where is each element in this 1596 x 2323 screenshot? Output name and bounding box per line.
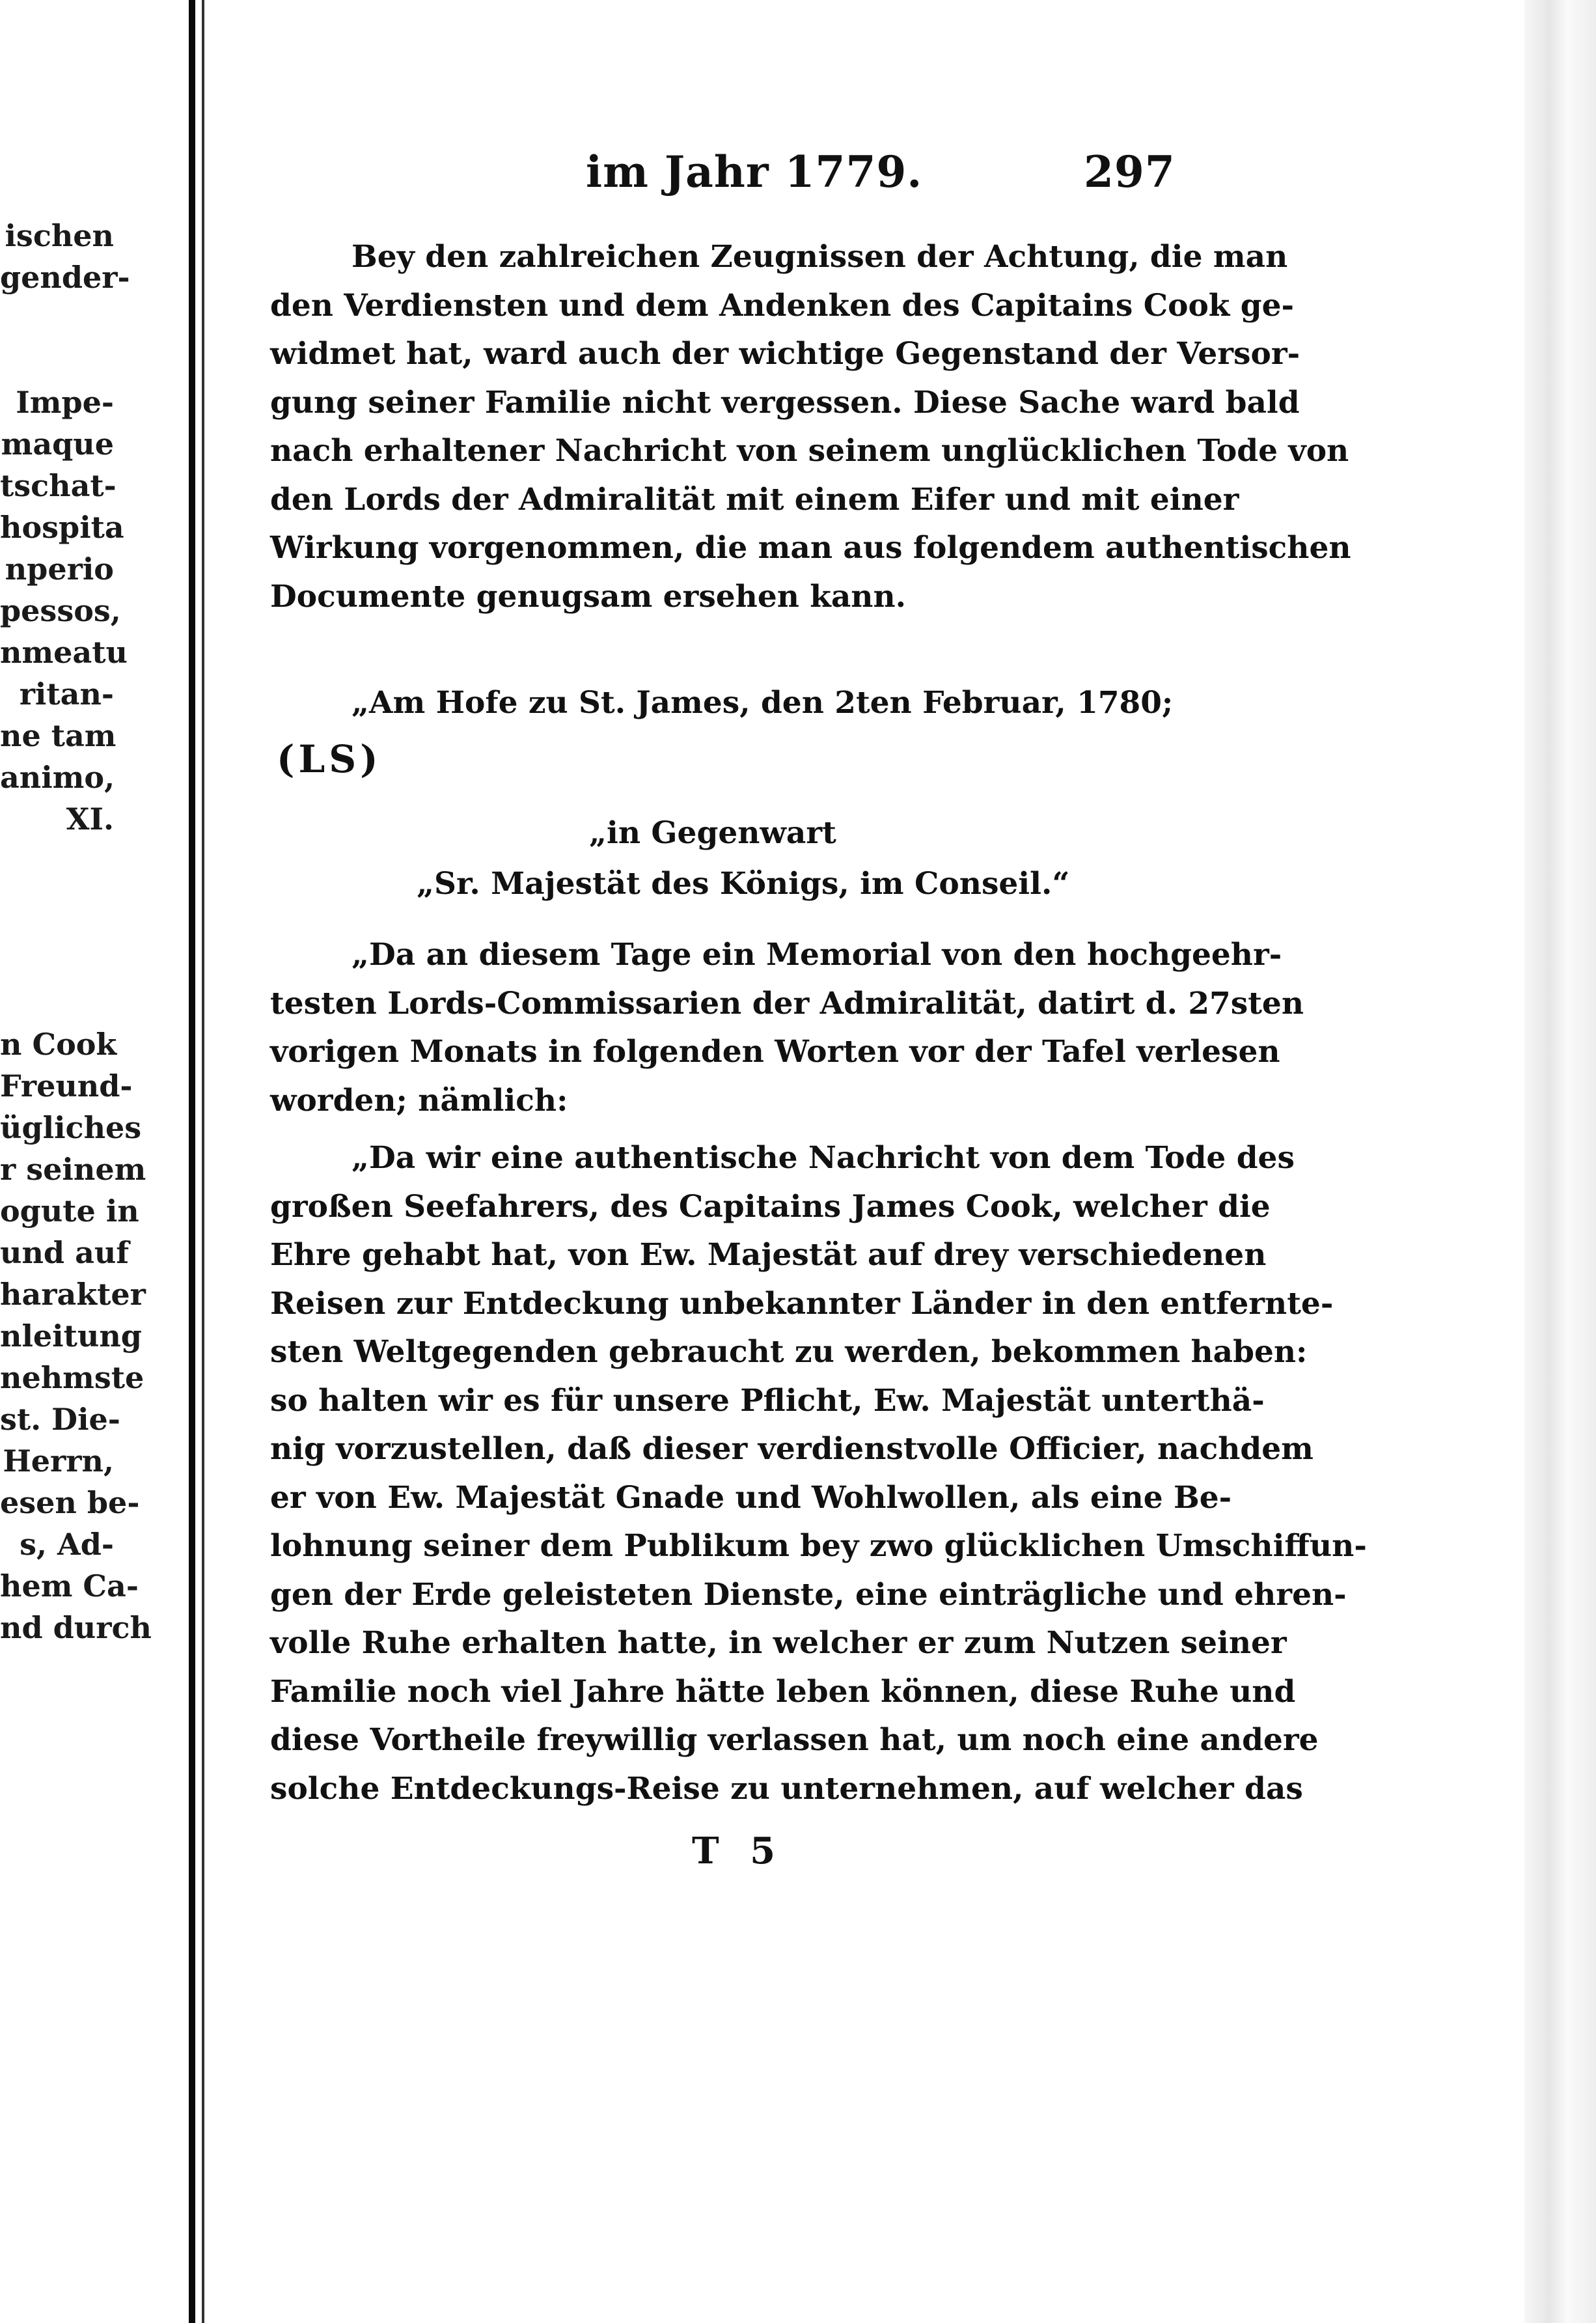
paragraph-2 xyxy=(270,931,1304,1125)
fragment-line: nleitung xyxy=(0,1318,142,1354)
text-line: Reisen zur Entdeckung unbekannter Länder in den entfernte- xyxy=(270,1285,1334,1322)
fragment-line: esen be- xyxy=(0,1485,140,1520)
fragment-line: tschat- xyxy=(0,468,117,503)
text-line: gung seiner Familie nicht vergessen. Diese Sache ward bald xyxy=(270,384,1300,421)
text-line: vorigen Monats in folgenden Worten vor der Tafel verlesen xyxy=(270,1034,1280,1070)
text-line: „Da an diesem Tage ein Memorial von den hochgeehr- xyxy=(351,937,1282,973)
left-page-fragment-top xyxy=(0,215,130,840)
majesty-line: „Sr. Majestät des Königs, im Conseil.“ xyxy=(417,866,1070,902)
text-line: worden; nämlich: xyxy=(270,1082,568,1119)
running-head: im Jahr 1779. xyxy=(586,146,923,197)
text-line: widmet hat, ward auch der wichtige Gegenstand der Versor- xyxy=(270,336,1300,372)
text-line: diese Vortheile freywillig verlassen hat, um noch eine andere xyxy=(270,1722,1319,1758)
text-line: gen der Erde geleisteten Dienste, eine einträgliche und ehren- xyxy=(270,1576,1347,1613)
fragment-line: s, Ad- xyxy=(20,1527,114,1562)
fragment-line: maque xyxy=(1,426,114,462)
right-page-edge xyxy=(1524,0,1596,2323)
fragment-line: ritan- xyxy=(19,676,114,712)
seal-mark: (LS) xyxy=(277,737,382,781)
text-line: volle Ruhe erhalten hatte, in welcher er zum Nutzen seiner xyxy=(270,1625,1287,1661)
fragment-line: XI. xyxy=(66,801,114,837)
presence-line: „in Gegenwart xyxy=(589,815,836,851)
fragment-line: Freund- xyxy=(0,1068,133,1104)
text-line: Documente genugsam ersehen kann. xyxy=(270,578,907,615)
text-line: „Da wir eine authentische Nachricht von dem Tode des xyxy=(351,1140,1295,1176)
fragment-line xyxy=(0,340,114,382)
fragment-line: gender- xyxy=(0,260,130,295)
text-line: er von Ew. Majestät Gnade und Wohlwollen, als eine Be- xyxy=(270,1479,1232,1516)
page-number: 297 xyxy=(1084,146,1176,197)
fragment-line: nmeatu xyxy=(0,635,128,670)
left-page-fragment-bottom xyxy=(0,1023,152,1648)
fragment-line: nehmste xyxy=(0,1360,144,1395)
text-line: so halten wir es für unsere Pflicht, Ew. Majestät unterthä- xyxy=(270,1382,1265,1419)
fragment-line: Herrn, xyxy=(3,1443,114,1479)
text-line: Familie noch viel Jahre hätte leben können, diese Ruhe und xyxy=(270,1673,1296,1710)
fragment-line: st. Die- xyxy=(0,1402,120,1437)
document-date-line: „Am Hofe zu St. James, den 2ten Februar, 1780; xyxy=(351,685,1174,721)
fragment-line: und auf xyxy=(0,1235,130,1270)
fragment-line: Impe- xyxy=(16,385,114,420)
fragment-line: hospita xyxy=(0,510,124,545)
fragment-line: nd durch xyxy=(0,1610,152,1645)
text-line: den Lords der Admiralität mit einem Eifer und mit einer xyxy=(270,481,1239,518)
text-line: großen Seefahrers, des Capitains James Cook, welcher die xyxy=(270,1188,1271,1225)
fragment-line: n Cook xyxy=(0,1027,117,1062)
text-line: lohnung seiner dem Publikum bey zwo glücklichen Umschiffun- xyxy=(270,1528,1367,1564)
fragment-line: hem Ca- xyxy=(0,1568,139,1604)
text-line: solche Entdeckungs-Reise zu unternehmen, auf welcher das xyxy=(270,1770,1303,1807)
fragment-line: animo, xyxy=(0,760,115,795)
fragment-line: harakter xyxy=(0,1277,146,1312)
text-line: nach erhaltener Nachricht von seinem unglücklichen Tode von xyxy=(270,433,1349,469)
fragment-line: r seinem xyxy=(0,1152,146,1187)
text-line: Ehre gehabt hat, von Ew. Majestät auf drey verschiedenen xyxy=(270,1237,1267,1273)
page-fold-line xyxy=(202,0,204,2323)
fragment-line: ügliches xyxy=(0,1110,142,1145)
fragment-line: ogute in xyxy=(0,1193,139,1229)
fragment-line: pessos, xyxy=(0,593,121,628)
page-gutter-line xyxy=(189,0,195,2323)
text-line: Wirkung vorgenommen, die man aus folgendem authentischen xyxy=(270,530,1351,566)
fragment-line xyxy=(0,298,114,340)
paragraph-3 xyxy=(270,1134,1367,1813)
fragment-line: nperio xyxy=(5,551,114,587)
fragment-line: ne tam xyxy=(0,718,117,753)
text-line: nig vorzustellen, daß dieser verdienstvolle Officier, nachdem xyxy=(270,1431,1314,1467)
paragraph-1 xyxy=(270,233,1351,621)
text-line: sten Weltgegenden gebraucht zu werden, bekommen haben: xyxy=(270,1334,1308,1370)
text-line: testen Lords-Commissarien der Admiralität, datirt d. 27sten xyxy=(270,985,1304,1022)
text-line: Bey den zahlreichen Zeugnissen der Achtung, die man xyxy=(351,239,1288,275)
signature-mark: T 5 xyxy=(692,1829,785,1872)
fragment-line: ischen xyxy=(5,218,114,253)
text-line: den Verdiensten und dem Andenken des Capitains Cook ge- xyxy=(270,287,1295,324)
